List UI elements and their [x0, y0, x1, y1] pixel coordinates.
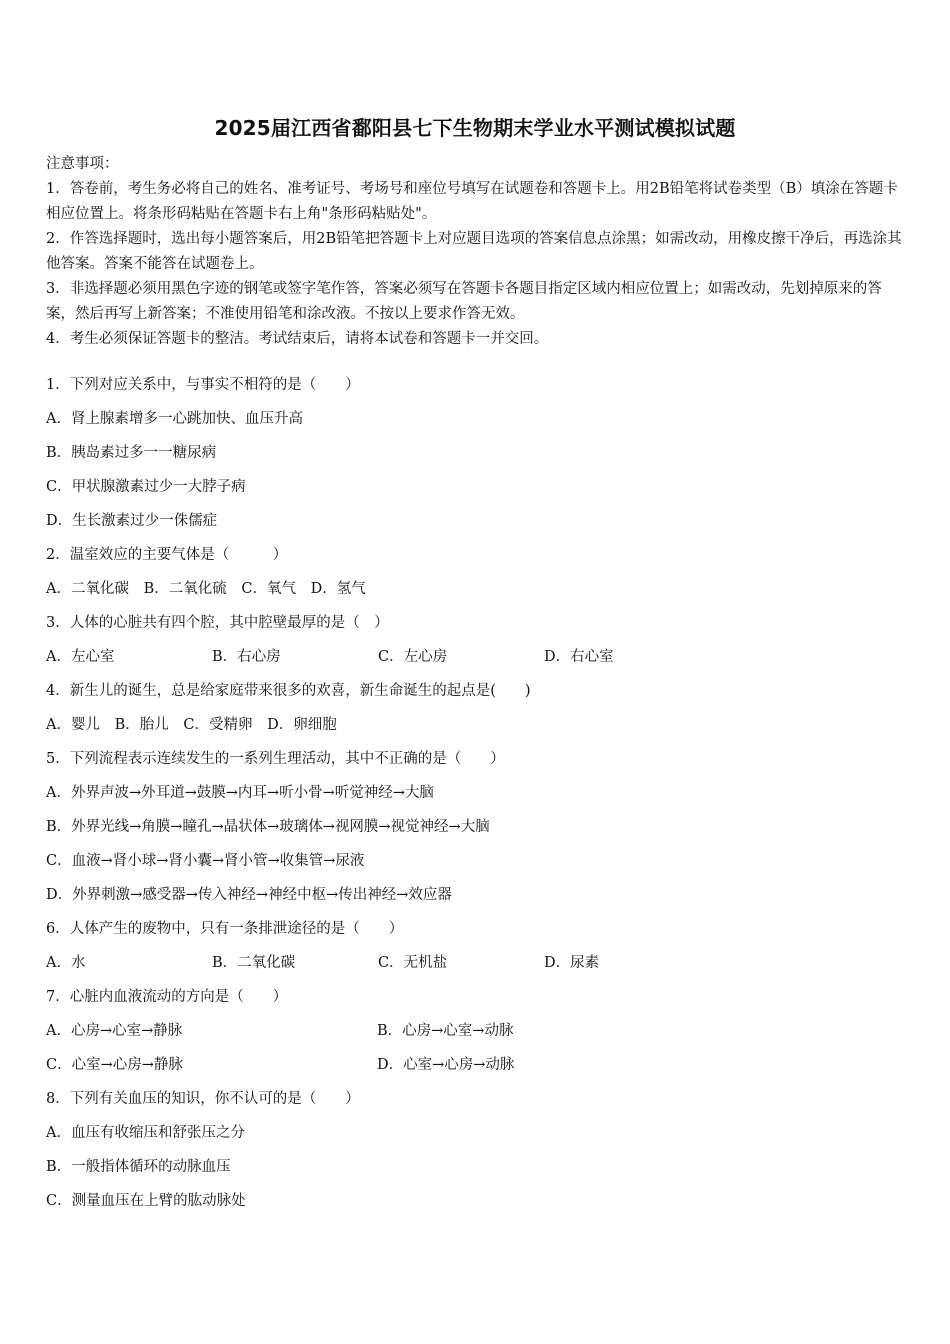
question-stem: 5．下列流程表示连续发生的一系列生理活动，其中不正确的是（ ）: [46, 751, 505, 767]
option-b: B．右心房: [212, 649, 281, 665]
question-stem: 7．心脏内血液流动的方向是（ ）: [46, 989, 288, 1005]
options-row: [46, 950, 906, 984]
option-c: C．氧气: [241, 581, 296, 597]
option-a: A．血压有收缩压和舒张压之分: [46, 1125, 245, 1141]
options-row: [46, 712, 906, 746]
question-stem: 8．下列有关血压的知识，你不认可的是（ ）: [46, 1091, 360, 1107]
option-d: D．尿素: [544, 955, 600, 971]
page-title: 2025届江西省鄱阳县七下生物期末学业水平测试模拟试题: [214, 116, 736, 140]
option-b: B．胎儿: [114, 717, 169, 733]
notice-item: 1．答卷前，考生务必将自己的姓名、准考证号、考场号和座位号填写在试题卷和答题卡上。用2B铅笔将试卷类型（B）填涂在答题卡相应位置上。将条形码粘贴在答题卡右上角"条形码粘贴处"。: [46, 181, 898, 222]
options-row: [46, 1018, 906, 1052]
option-b: B．二氧化硫: [143, 581, 227, 597]
option-a: A．心房→心室→静脉: [46, 1023, 183, 1039]
option-c: C．测量血压在上臂的肱动脉处: [46, 1193, 246, 1209]
option-c: C．左心房: [378, 649, 448, 665]
question-stem: 2．温室效应的主要气体是（ ）: [46, 547, 288, 563]
option-a: A．二氧化碳: [46, 581, 129, 597]
option-a: A．外界声波→外耳道→鼓膜→内耳→听小骨→听觉神经→大脑: [46, 785, 434, 801]
option-c: C．无机盐: [378, 955, 448, 971]
question-stem: 3．人体的心脏共有四个腔，其中腔壁最厚的是（ ）: [46, 615, 389, 631]
notice-section: [46, 152, 906, 352]
option-b: B．一般指体循环的动脉血压: [46, 1159, 231, 1175]
option-c: C．血液→肾小球→肾小囊→肾小管→收集管→尿液: [46, 853, 365, 869]
option-d: D．心室→心房→动脉: [377, 1057, 515, 1073]
option-c: C．受精卵: [183, 717, 253, 733]
question-list: [46, 372, 906, 1222]
option-b: B．胰岛素过多一一糖尿病: [46, 445, 217, 461]
option-b: B．心房→心室→动脉: [377, 1023, 514, 1039]
question-stem: 1．下列对应关系中，与事实不相符的是（ ）: [46, 377, 360, 393]
notice-heading: 注意事项：: [46, 156, 119, 172]
notice-item: 4．考生必须保证答题卡的整洁。考试结束后，请将本试卷和答题卡一并交回。: [46, 331, 549, 347]
option-c: C．心室→心房→静脉: [46, 1057, 183, 1073]
option-d: D．卵细胞: [267, 717, 337, 733]
options-row: [46, 1052, 906, 1086]
option-c: C．甲状腺激素过少一大脖子病: [46, 479, 246, 495]
option-b: B．二氧化碳: [212, 955, 296, 971]
option-a: A．肾上腺素增多一心跳加快、血压升高: [46, 411, 303, 427]
notice-item: 2．作答选择题时，选出每小题答案后，用2B铅笔把答题卡上对应题目选项的答案信息点涂黑；如需改动，用橡皮擦干净后，再选涂其他答案。答案不能答在试题卷上。: [46, 231, 902, 272]
option-d: D．右心室: [544, 649, 614, 665]
option-a: A．左心室: [46, 649, 115, 665]
options-row: [46, 644, 906, 678]
option-d: D．生长激素过少一侏儒症: [46, 513, 218, 529]
option-d: D．外界刺激→感受器→传入神经→神经中枢→传出神经→效应器: [46, 887, 452, 903]
option-b: B．外界光线→角膜→瞳孔→晶状体→玻璃体→视网膜→视觉神经→大脑: [46, 819, 490, 835]
options-row: [46, 576, 906, 610]
question-stem: 6．人体产生的废物中，只有一条排泄途径的是（ ）: [46, 921, 404, 937]
notice-item: 3．非选择题必须用黑色字迹的钢笔或签字笔作答，答案必须写在答题卡各题目指定区域内相应位置上；如需改动，先划掉原来的答案，然后再写上新答案；不准使用铅笔和涂改液。不按以上要求作答无效。: [46, 281, 882, 322]
option-a: A．婴儿: [46, 717, 100, 733]
question-stem: 4．新生儿的诞生，总是给家庭带来很多的欢喜，新生命诞生的起点是( ): [46, 683, 531, 699]
option-d: D．氢气: [310, 581, 366, 597]
option-a: A．水: [46, 955, 86, 971]
